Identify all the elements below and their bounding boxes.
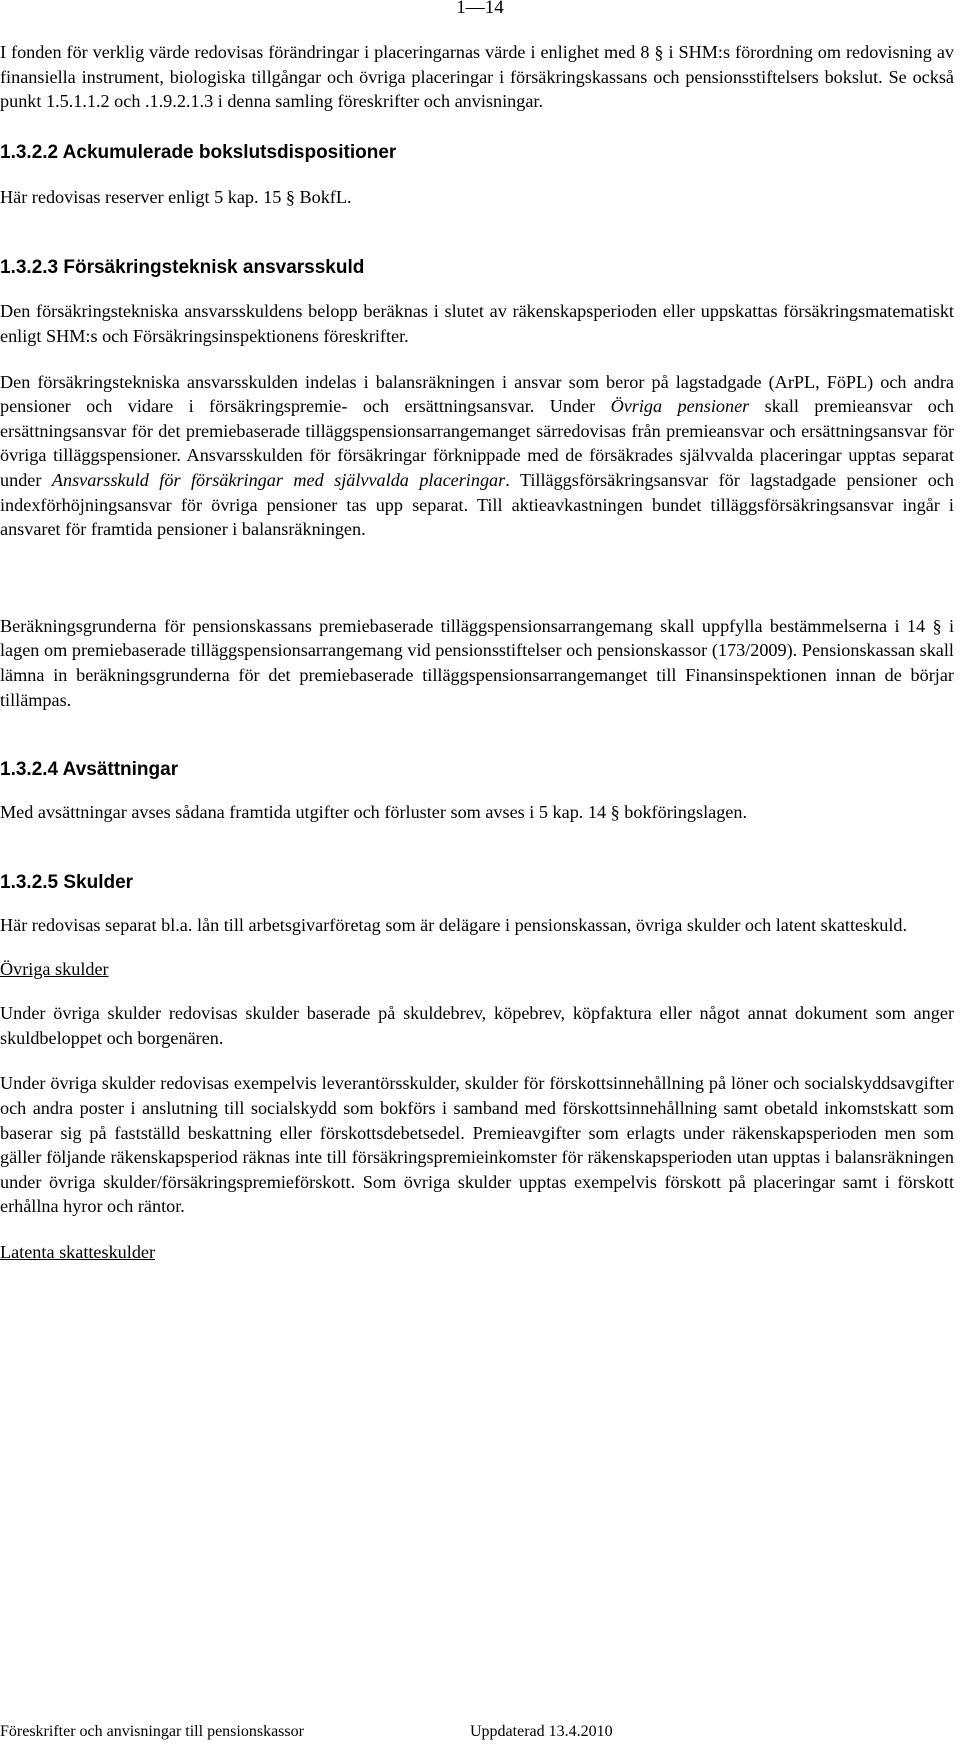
section-1-3-2-2-paragraph: Här redovisas reserver enligt 5 kap. 15 § BokfL. <box>0 186 352 207</box>
section-heading-1-3-2-2: 1.3.2.2 Ackumulerade bokslutsdispositioner <box>0 141 397 163</box>
document-body <box>0 40 954 1264</box>
section-heading-1-3-2-4: 1.3.2.4 Avsättningar <box>0 759 179 781</box>
section-1-3-2-5-paragraph-1: Här redovisas separat bl.a. lån till arbetsgivarföretag som är delägare i pensionskassan, övriga skulder och latent skatteskuld. <box>0 914 908 935</box>
paragraph-text: Den försäkringstekniska ansvarsskulden indelas i balansräkningen i ansvar som beror på lagstadgade (ArPL, FöPL) och andra pensioner och vidare i försäkringspremie- och ersättningsansvar. Under <box>0 371 954 417</box>
section-1-3-2-4-paragraph: Med avsättningar avses sådana framtida utgifter och förluster som avses i 5 kap. 14 § bokföringslagen. <box>0 802 748 823</box>
section-1-3-2-5-paragraph-3: Under övriga skulder redovisas exempelvis leverantörsskulder, skulder för förskottsinnehållning på löner och socialskyddsavgifter och andra poster i anslutning till socialskydd som bokförs i samband med förskottsinnehållning samt obetald inkomstskatt som baserar sig på fastställd beskattning eller förskottsdebetsedel. Premieavgifter som erlagts under räkenskapsperioden men som gäller följande räkenskapsperiod räknas inte till försäkringspremieinkomster för räkenskapsperioden utan upptas i balansräkningen under övriga skulder/försäkringspremieförskott. Som övriga skulder upptas exempelvis förskott på placeringar samt i förskott erhållna hyror och räntor. <box>0 1073 954 1217</box>
section-1-3-2-5-paragraph-2: Under övriga skulder redovisas skulder baserade på skuldebrev, köpebrev, köpfaktura eller något annat dokument som anger skuldbeloppet och borgenären. <box>0 1003 954 1048</box>
section-1-3-2-3-paragraph-2 <box>0 370 954 542</box>
paragraph-text: skall premieansvar och ersättningsansvar för det premiebaserade tilläggspensionsarrangemanget särredovisas från premieansvar och ersättningsansvar för övriga tilläggspensioner. Ansvarsskulden för försäkringar förknippade med de försäkrades självvalda placeringar upptas separat under <box>0 396 954 490</box>
section-heading-1-3-2-3: 1.3.2.3 Försäkringsteknisk ansvarsskuld <box>0 257 365 279</box>
section-1-3-2-3-paragraph-1: Den försäkringstekniska ansvarsskuldens belopp beräknas i slutet av räkenskapsperioden eller uppskattas försäkringsmatematiskt enligt SHM:s och Försäkringsinspektionens föreskrifter. <box>0 301 954 346</box>
page-number: 1—14 <box>456 0 504 18</box>
italic-term-ansvarsskuld: Ansvarsskuld för försäkringar med självvalda placeringar <box>51 469 506 490</box>
italic-term-ovriga-pensioner: Övriga pensioner <box>610 396 750 417</box>
paragraph-text: . Tilläggsförsäkringsansvar för lagstadgade pensioner och indexförhöjningsansvar för övriga pensioner tas upp separat. Till aktieavkastningen bundet tilläggsförsäkringsansvar ingår i ansvaret för framtida pensioner i balansräkningen. <box>0 469 954 540</box>
footer-updated-date: Uppdaterad 13.4.2010 <box>470 1723 613 1740</box>
section-heading-1-3-2-5: 1.3.2.5 Skulder <box>0 871 134 893</box>
section-1-3-2-3-paragraph-3: Beräkningsgrunderna för pensionskassans premiebaserade tilläggspensionsarrangemang skall uppfylla bestämmelserna i 14 § i lagen om premiebaserade tilläggspensionsarrangemang vid pensionsstiftelser och pensionskassor (173/2009). Pensionskassan skall lämna in beräkningsgrunderna för det premiebaserade tilläggspensionsarrangemanget till Finansinspektionen innan de börjar tillämpas. <box>0 615 954 710</box>
intro-paragraph: I fonden för verklig värde redovisas förändringar i placeringarnas värde i enlighet med 8 § i SHM:s förordning om redovisning av finansiella instrument, biologiska tillgångar och övriga placeringar i försäkringskassans och pensionsstiftelsers bokslut. Se också punkt 1.5.1.1.2 och .1.9.2.1.3 i denna samling föreskrifter och anvisningar. <box>0 42 954 112</box>
footer-title: Föreskrifter och anvisningar till pensionskassor <box>0 1723 304 1740</box>
subheading-latenta-skatteskulder: Latenta skatteskulder <box>0 1242 156 1263</box>
subheading-ovriga-skulder: Övriga skulder <box>0 959 109 980</box>
